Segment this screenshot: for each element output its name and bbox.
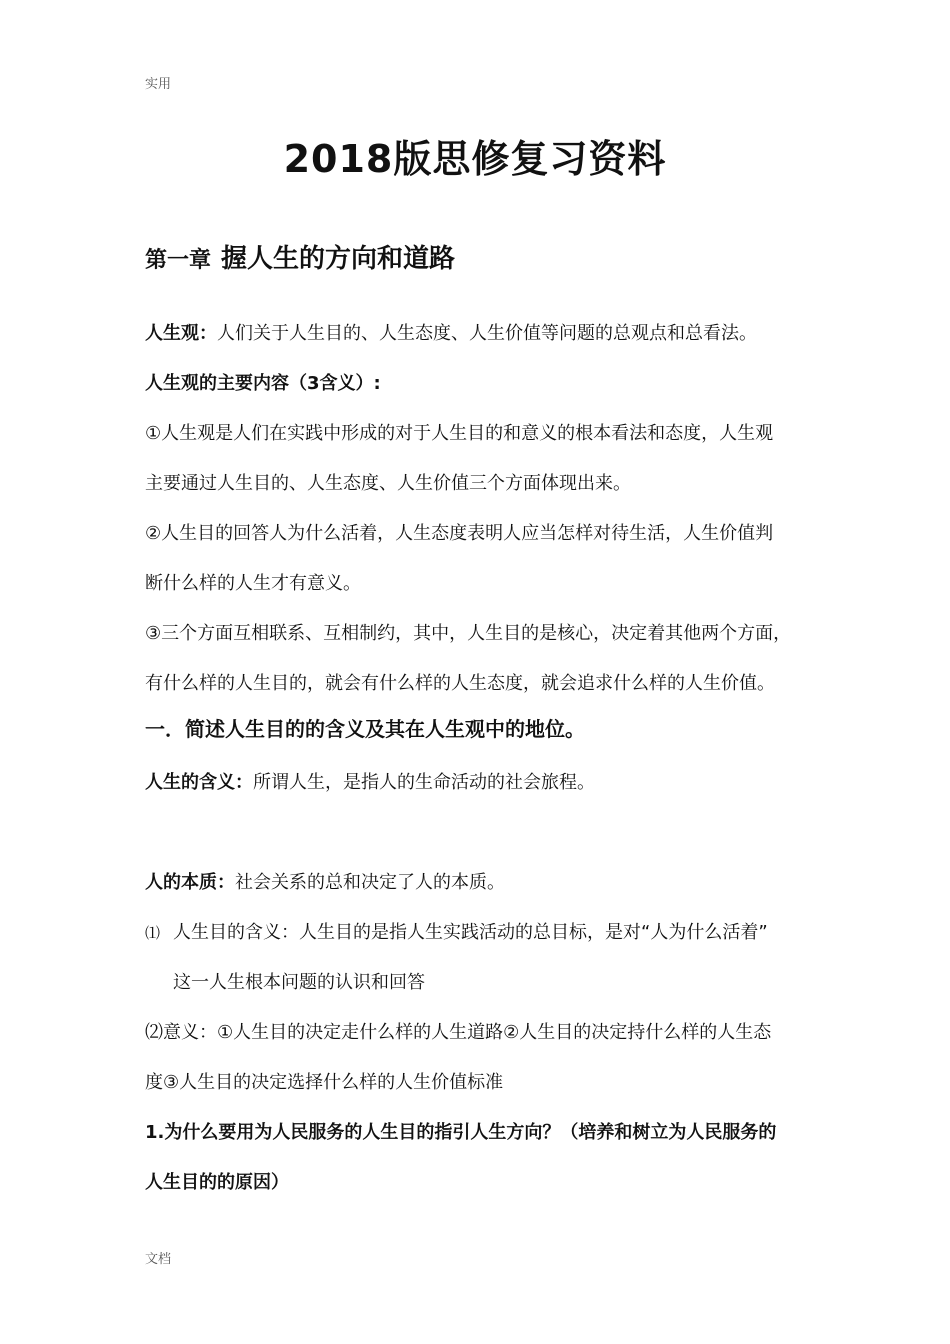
paragraph-1-line-1: ①人生观是人们在实践中形成的对于人生目的和意义的根本看法和态度，人生观 [145, 423, 774, 444]
definition-label: 人生观： [145, 323, 217, 344]
page-footer: 文档 [145, 1252, 172, 1267]
definition-text: 人们关于人生目的、人生态度、人生价值等问题的总观点和总看法。 [217, 323, 757, 344]
paragraph-3-line-1: ③三个方面互相联系、互相制约，其中，人生目的是核心，决定着其他两个方面， [145, 623, 792, 644]
paragraph-2-line-2: 断什么样的人生才有意义。 [145, 573, 361, 594]
chapter-heading [145, 238, 455, 275]
item-marker: ⑴ [145, 924, 161, 942]
definition-life [145, 771, 825, 795]
page-header: 实用 [145, 77, 172, 92]
paragraph-3-line-2: 有什么样的人生目的，就会有什么样的人生态度，就会追求什么样的人生价值。 [145, 673, 775, 694]
document-title: 2018版思修复习资料 [283, 137, 667, 181]
definition-label: 人生的含义： [145, 772, 253, 793]
item-text: 人生目的含义：人生目的是指人生实践活动的总目标，是对“人为什么活着” [173, 922, 768, 943]
definition-life-view [145, 322, 825, 346]
chapter-name: 握人生的方向和道路 [221, 244, 456, 274]
main-content-heading: 人生观的主要内容（3含义）: [145, 373, 381, 394]
item-1-line-1 [145, 921, 825, 945]
paragraph-2-line-1: ②人生目的回答人为什么活着，人生态度表明人应当怎样对待生活，人生价值判 [145, 523, 774, 544]
section-heading: 一．简述人生目的的含义及其在人生观中的地位。 [145, 717, 585, 741]
item-2-line-2: 度③人生目的决定选择什么样的人生价值标准 [145, 1072, 504, 1093]
definition-text: 所谓人生，是指人的生命活动的社会旅程。 [253, 772, 595, 793]
item-1-line-2: 这一人生根本问题的认识和回答 [173, 972, 425, 993]
definition-human-essence [145, 871, 825, 895]
paragraph-1-line-2: 主要通过人生目的、人生态度、人生价值三个方面体现出来。 [145, 473, 631, 494]
question-1-line-1: 1.为什么要用为人民服务的人生目的指引人生方向？（培养和树立为人民服务的 [145, 1122, 777, 1143]
chapter-number: 第一章 [145, 248, 212, 273]
item-2-line-1: ⑵意义：①人生目的决定走什么样的人生道路②人生目的决定持什么样的人生态 [145, 1022, 772, 1043]
definition-text: 社会关系的总和决定了人的本质。 [235, 872, 505, 893]
definition-label: 人的本质： [145, 872, 235, 893]
question-1-line-2: 人生目的的原因） [145, 1172, 289, 1193]
